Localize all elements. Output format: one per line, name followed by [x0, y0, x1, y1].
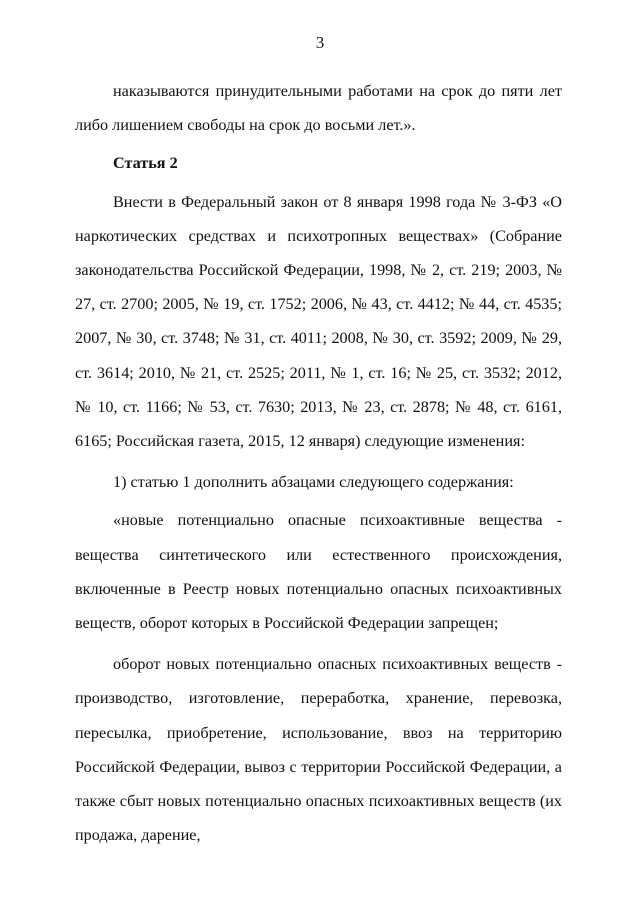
paragraph-definition-substances: «новые потенциально опасные психоактивные вещества - вещества синтетического или естественного происхождения, включенные в Реестр новых потенциально опасных психоактивных веществ, оборот которых в Российской Федерации запрещен;: [75, 511, 562, 633]
paragraph-amendment-intro: Внести в Федеральный закон от 8 января 1998 года № 3-ФЗ «О наркотических средствах и психотропных веществах» (Собрание законодательства Российской Федерации, 1998, № 2, ст. 219; 2003, № 27, ст. 2700; 2005, № 19, ст. 1752; 2006, № 43, ст. 4412; № 44, ст. 4535; 2007, № 30, ст. 3748; № 31, ст. 4011; 2008, № 30, ст. 3592; 2009, № 29, ст. 3614; 2010, № 21, ст. 2525; 2011, № 1, ст. 16; № 25, ст. 3532; 2012, № 10, ст. 1166; № 53, ст. 7630; 2013, № 23, ст. 2878; № 48, ст. 6161, 6165; Российская газета, 2015, 12 января) следующие изменения:: [75, 192, 562, 451]
paragraph-definition-circulation: оборот новых потенциально опасных психоактивных веществ - производство, изготовление, переработка, хранение, перевозка, пересылка, приобретение, использование, ввоз на территорию Российской Федерации, вывоз с территории Российской Федерации, а также сбыт новых потенциально опасных психоактивных веществ (их продажа, дарение,: [75, 655, 562, 845]
page-number: 3: [315, 33, 325, 52]
paragraph-item-1: 1) статью 1 дополнить абзацами следующего содержания:: [113, 473, 514, 492]
document-body: [75, 74, 562, 852]
article-heading: Статья 2: [113, 154, 178, 173]
paragraph-penalty-continuation: наказываются принудительными работами на срок до пяти лет либо лишением свободы на срок до восьми лет.».: [75, 82, 562, 135]
